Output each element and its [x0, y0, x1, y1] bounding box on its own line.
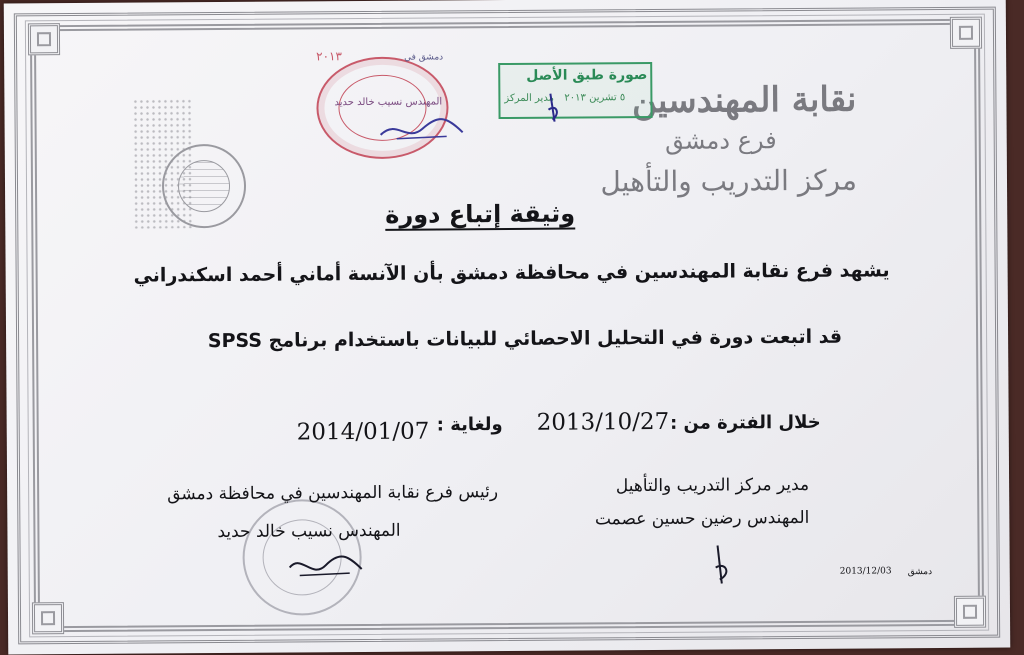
corner-ornament	[32, 602, 64, 634]
stamp-engineer-name: المهندس نسيب خالد حديد	[334, 96, 443, 109]
syndicate-emblem-icon	[162, 144, 247, 229]
until-label: ولغاية :	[436, 414, 503, 436]
stamp-signature	[376, 108, 466, 149]
certified-copy-date: ٥ تشرين ٢٠١٣	[564, 92, 626, 104]
certified-copy-label: صورة طبق الأصل	[526, 67, 648, 84]
center-director-signature	[708, 543, 738, 587]
date-from: 2013/10/27	[536, 408, 670, 436]
corner-ornament	[954, 596, 986, 628]
copy-signature	[542, 92, 566, 128]
certified-copy-role: مدير المركز	[504, 92, 554, 105]
org-center: مركز التدريب والتأهيل	[600, 163, 858, 199]
corner-ornament	[950, 17, 982, 49]
org-name: نقابة المهندسين	[631, 79, 857, 122]
branch-head-signature	[286, 549, 366, 584]
certificate-line-1: يشهد فرع نقابة المهندسين في محافظة دمشق بأن الآنسة أماني أحمد اسكندراني	[133, 259, 890, 287]
stamp-year: ٢٠١٣	[316, 49, 342, 64]
center-director-name: المهندس رضين حسين عصمت	[594, 507, 810, 530]
corner-ornament	[28, 23, 60, 55]
branch-head-title: رئيس فرع نقابة المهندسين في محافظة دمشق	[167, 482, 499, 505]
issue-place: دمشق	[907, 567, 933, 578]
date-to: 2014/01/07	[296, 418, 430, 446]
org-branch: فرع دمشق	[664, 126, 777, 155]
branch-head-name: المهندس نسيب خالد حديد	[217, 520, 401, 543]
certificate-paper	[4, 0, 1011, 654]
issue-date: 2013/12/03	[839, 566, 892, 577]
center-director-title: مدير مركز التدريب والتأهيل	[615, 474, 810, 497]
document-title: وثيقة إتباع دورة	[385, 199, 576, 229]
certificate-line-2: قد اتبعت دورة في التحليل الاحصائي للبيانات باستخدام برنامج SPSS	[207, 325, 843, 353]
period-label: خلال الفترة من :	[669, 411, 821, 434]
stamp-city: دمشق في	[404, 52, 444, 63]
